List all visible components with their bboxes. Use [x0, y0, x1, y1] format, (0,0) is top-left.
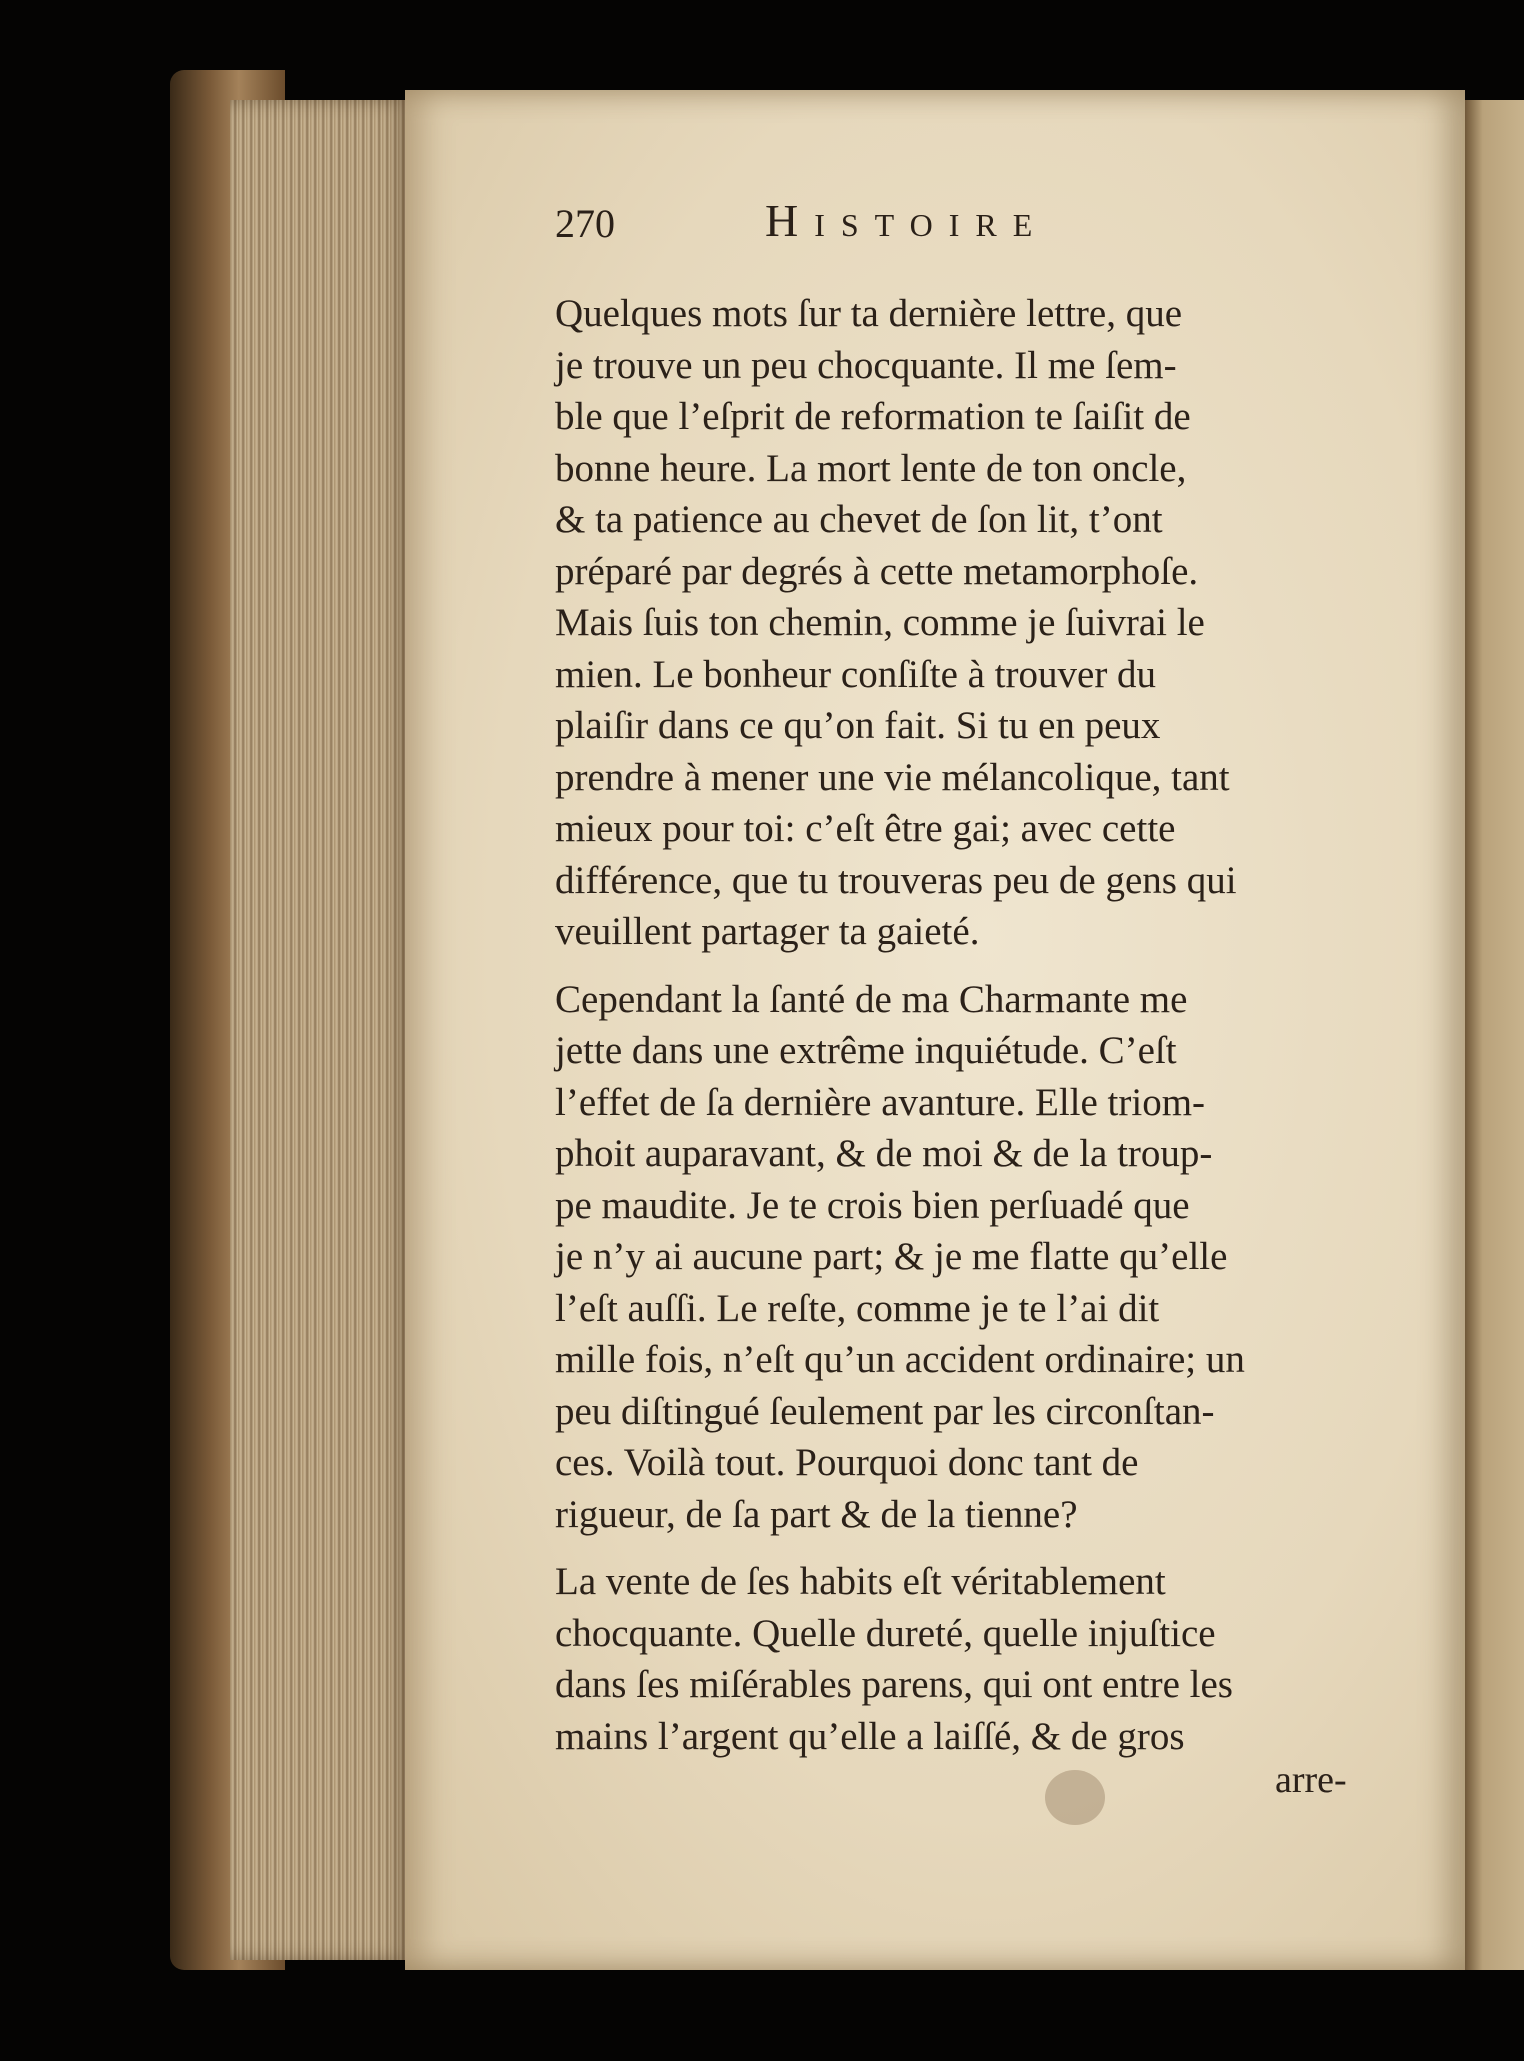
book-page: [405, 90, 1465, 1970]
catchword: arre-: [1275, 1759, 1347, 1801]
facing-page-edge: [1465, 100, 1524, 1970]
running-head: Histoire: [765, 195, 1049, 246]
paragraph-3: La vente de ſes habits eſt véritablement chocquante. Quelle dureté, quelle injuſtice dans ſes miſérables parens, qui ont entre les mains l’argent qu’elle a laiſſé, & de gros: [555, 1560, 1233, 1758]
page-stack-edges: [230, 100, 410, 1960]
page-number: 270: [555, 201, 615, 246]
paragraph-2: Cependant la ſanté de ma Charmante me jette dans une extrême inquiétude. C’eſt l’effet de ſa dernière avanture. Elle triom- phoit auparavant, & de moi & de la troup- pe maudite. Je te crois bien perſuadé que je n’y ai aucune part; & je me flatte qu’elle l’eſt auſſi. Le reſte, comme je te l’ai dit mille fois, n’eſt qu’un accident ordinaire; un peu diſtingué ſeulement par les circonſtan- ces. Voilà tout. Pourquoi donc tant de rigueur, de ſa part & de la tienne?: [555, 977, 1245, 1536]
page-stain: [1045, 1770, 1105, 1825]
body-text: [555, 288, 1355, 1762]
paragraph-1: Quelques mots ſur ta dernière lettre, que je trouve un peu chocquante. Il me ſem- ble que l’eſprit de reformation te ſaiſit de bonne heure. La mort lente de ton oncle, & ta patience au chevet de ſon lit, t’ont préparé par degrés à cette metamorphoſe. Mais ſuis ton chemin, comme je ſuivrai le mien. Le bonheur conſiſte à trouver du plaiſir dans ce qu’on fait. Si tu en peux prendre à mener une vie mélancolique, tant mieux pour toi: c’eſt être gai; avec cette différence, que tu trouveras peu de gens qui veuillent partager ta gaieté.: [555, 292, 1237, 953]
page-header: [555, 195, 1355, 260]
